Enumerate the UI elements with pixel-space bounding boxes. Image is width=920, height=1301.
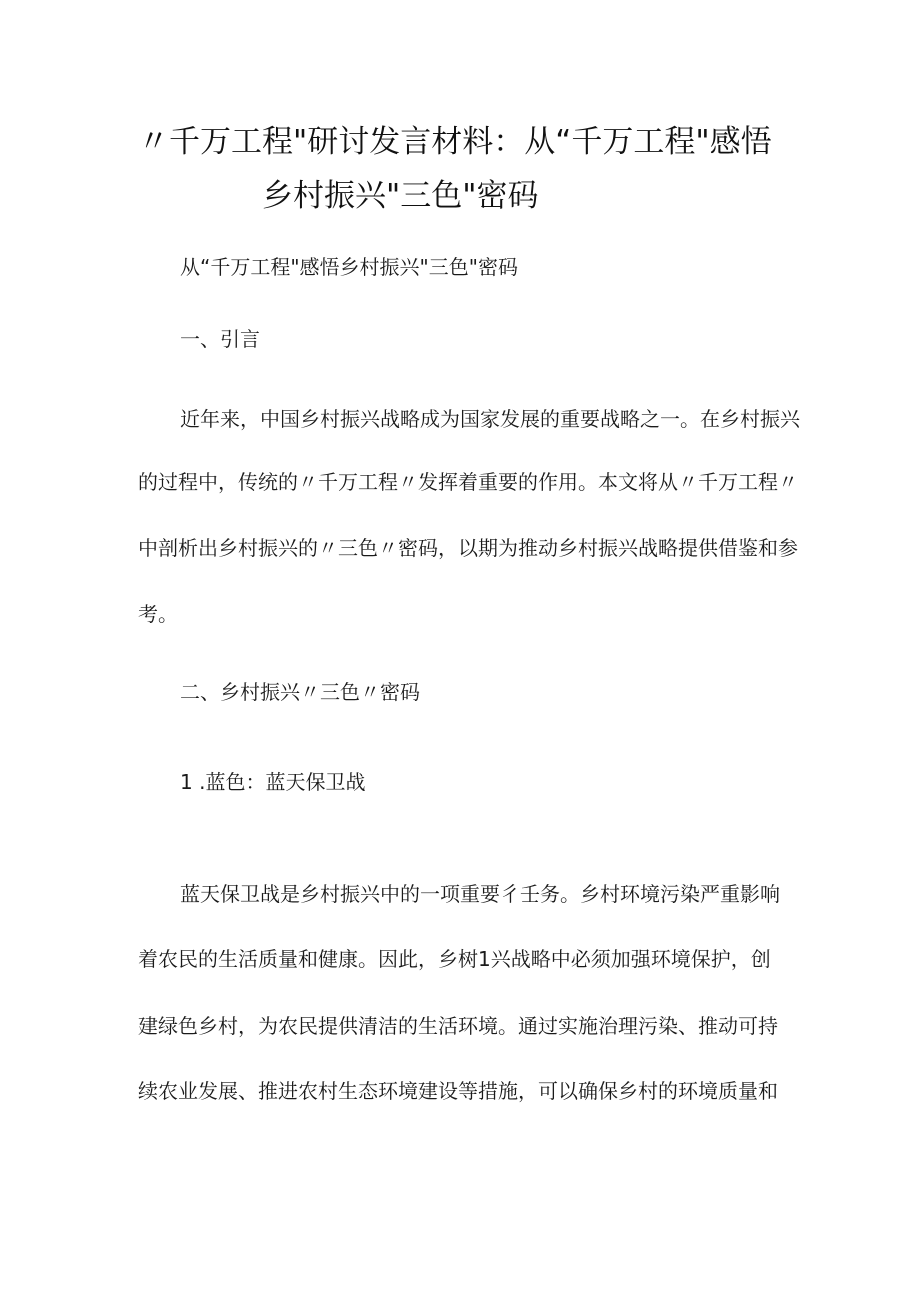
intro-paragraph-line: 的过程中，传统的〃千万工程〃发挥着重要的作用。本文将从〃千万工程〃: [138, 470, 798, 494]
document-subtitle: 从“千万工程"感悟乡村振兴"三色"密码: [180, 255, 518, 279]
intro-paragraph-line: 中剖析出乡村振兴的〃三色〃密码，以期为推动乡村振兴战略提供借鉴和参: [138, 536, 798, 560]
blue-paragraph-line: 着农民的生活质量和健康。因此，乡树1兴战略中必须加强环境保护，创: [138, 947, 771, 971]
blue-paragraph-line: 续农业发展、推进农村生态环境建设等措施，可以确保乡村的环境质量和: [138, 1079, 778, 1103]
section-heading-codes: 二、乡村振兴〃三色〃密码: [180, 680, 420, 704]
section-heading-intro: 一、引言: [180, 327, 260, 351]
subheading-blue: 1 .蓝色：蓝天保卫战: [180, 770, 366, 794]
intro-paragraph-line: 近年来，中国乡村振兴战略成为国家发展的重要战略之一。在乡村振兴: [180, 407, 800, 431]
blue-paragraph-line: 蓝天保卫战是乡村振兴中的一项重要彳壬务。乡村环境污染严重影响: [180, 882, 780, 906]
document-title-line-2: 乡村振兴"三色"密码: [262, 178, 539, 214]
blue-paragraph-line: 建绿色乡村，为农民提供清洁的生活环境。通过实施治理污染、推动可持: [138, 1014, 778, 1038]
document-title-line-1: 〃千万工程"研讨发言材料：从“千万工程"感悟: [138, 124, 772, 160]
intro-paragraph-line: 考。: [138, 602, 178, 626]
